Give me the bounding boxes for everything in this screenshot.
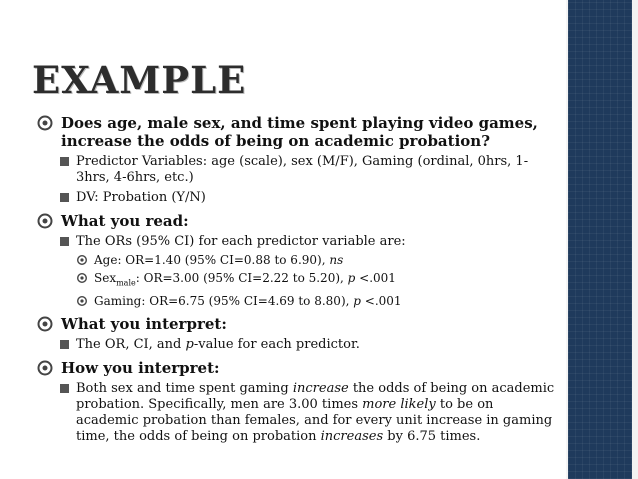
question-text: Does age, male sex, and time spent playing video games, increase the odds of being on academic probation? [61,114,538,150]
sex-or-item [36,270,556,291]
target-bullet-icon [36,359,54,377]
target-bullet-icon [76,272,88,284]
interpret-detail-item [36,337,556,353]
target-bullet-icon [76,254,88,266]
what-you-interpret-text: What you interpret: [61,315,227,334]
emphasis-increases: increases [320,429,384,445]
age-or-item [36,252,556,268]
target-bullet-icon [36,315,54,333]
square-bullet-icon [60,237,69,246]
what-you-read-text: What you read: [61,212,189,230]
male-subscript: male [116,278,136,288]
how-you-interpret-text: How you interpret: [61,359,220,378]
slide-content [36,108,556,445]
ors-intro-text: The ORs (95% CI) for each predictor variable are: [76,234,406,249]
how-you-interpret-bullet [36,359,556,377]
square-bullet-icon [60,384,69,393]
gaming-or-item [36,293,556,309]
ns-tag: ns [329,253,344,267]
slide-title: EXAMPLE [32,58,247,102]
dv-item [36,190,556,206]
interpret-text-b: -value for each predictor. [193,337,360,353]
emphasis-increase: increase [292,381,349,397]
sex-label: Sex [94,271,117,285]
sex-p-value: <.001 [355,271,396,285]
gaming-or-text: Gaming: OR=6.75 (95% CI=4.69 to 8.80), [94,294,354,309]
interpret-text-a: The OR, CI, and [76,337,186,353]
how-detail-item [36,381,556,445]
emphasis-more-likely: more likely [362,397,436,413]
square-bullet-icon [60,340,69,349]
target-bullet-icon [76,295,88,307]
sidebar-edge [632,0,638,479]
sidebar-divider [566,0,568,479]
age-or-text: Age: OR=1.40 (95% CI=0.88 to 6.90), [94,253,330,267]
p-symbol: p [347,271,356,285]
square-bullet-icon [60,157,69,166]
sex-or-text: : OR=3.00 (95% CI=2.22 to 5.20), [135,271,348,285]
ors-intro-item [36,234,556,250]
what-you-interpret-bullet [36,315,556,333]
target-bullet-icon [36,212,54,230]
predictor-variables-text: Predictor Variables: age (scale), sex (M/F), Gaming (ordinal, 0hrs, 1-3hrs, 4-6hrs, etc.) [76,154,529,185]
how-text-a: Both sex and time spent gaming [76,381,293,397]
predictor-variables-item [36,154,556,186]
dv-text: DV: Probation (Y/N) [76,190,206,205]
decorative-sidebar [568,0,638,479]
target-bullet-icon [36,114,54,132]
square-bullet-icon [60,193,69,202]
question-bullet [36,114,556,150]
p-symbol: p [185,337,194,353]
gaming-p-value: <.001 [360,294,402,309]
p-symbol: p [353,294,361,309]
what-you-read-bullet [36,212,556,230]
how-text-c: to be on academic probation than females, and for every unit increase in gaming time, the odds of being on probation [76,397,553,445]
how-text-b: the odds of being on academic probation. Specifically, men are 3.00 times [76,381,555,413]
how-text-d: by 6.75 times. [383,429,481,445]
